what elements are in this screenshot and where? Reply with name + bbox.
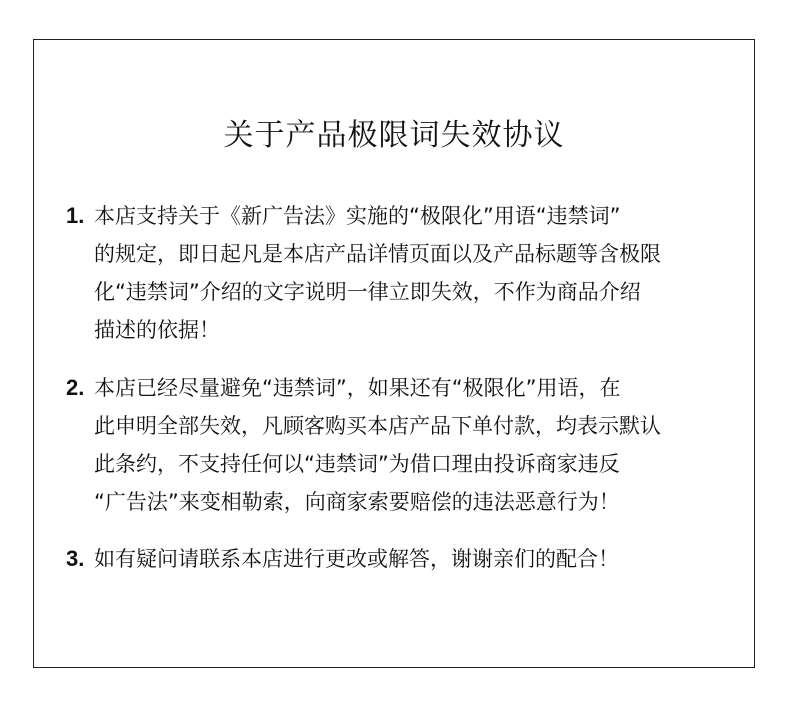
clause-item — [66, 369, 726, 521]
page-title: 关于产品极限词失效协议 — [223, 118, 565, 153]
clause-number: 3. — [66, 546, 85, 571]
clause-text: 如有疑问请联系本店进行更改或解答，谢谢亲们的配合！ — [94, 547, 619, 571]
clause-item — [66, 197, 726, 349]
clause-item — [66, 540, 726, 578]
clause-number: 2. — [66, 375, 85, 400]
clause-text: 本店已经尽量避免“违禁词”，如果还有“极限化”用语，在 此申明全部失效，凡顾客购买本店产品下单付款，均表示默认 此条约，不支持任何以“违禁词”为借口理由投诉商家违反 “广告法”来变相勒索，向商家索要赔偿的违法恶意行为！ — [94, 376, 661, 514]
agreement-frame — [33, 39, 755, 668]
clause-number: 1. — [66, 203, 85, 228]
clause-text: 本店支持关于《新广告法》实施的“极限化”用语“违禁词” 的规定，即日起凡是本店产品详情页面以及产品标题等含极限 化“违禁词”介绍的文字说明一律立即失效，不作为商品介绍 描述的依据！ — [94, 204, 661, 342]
